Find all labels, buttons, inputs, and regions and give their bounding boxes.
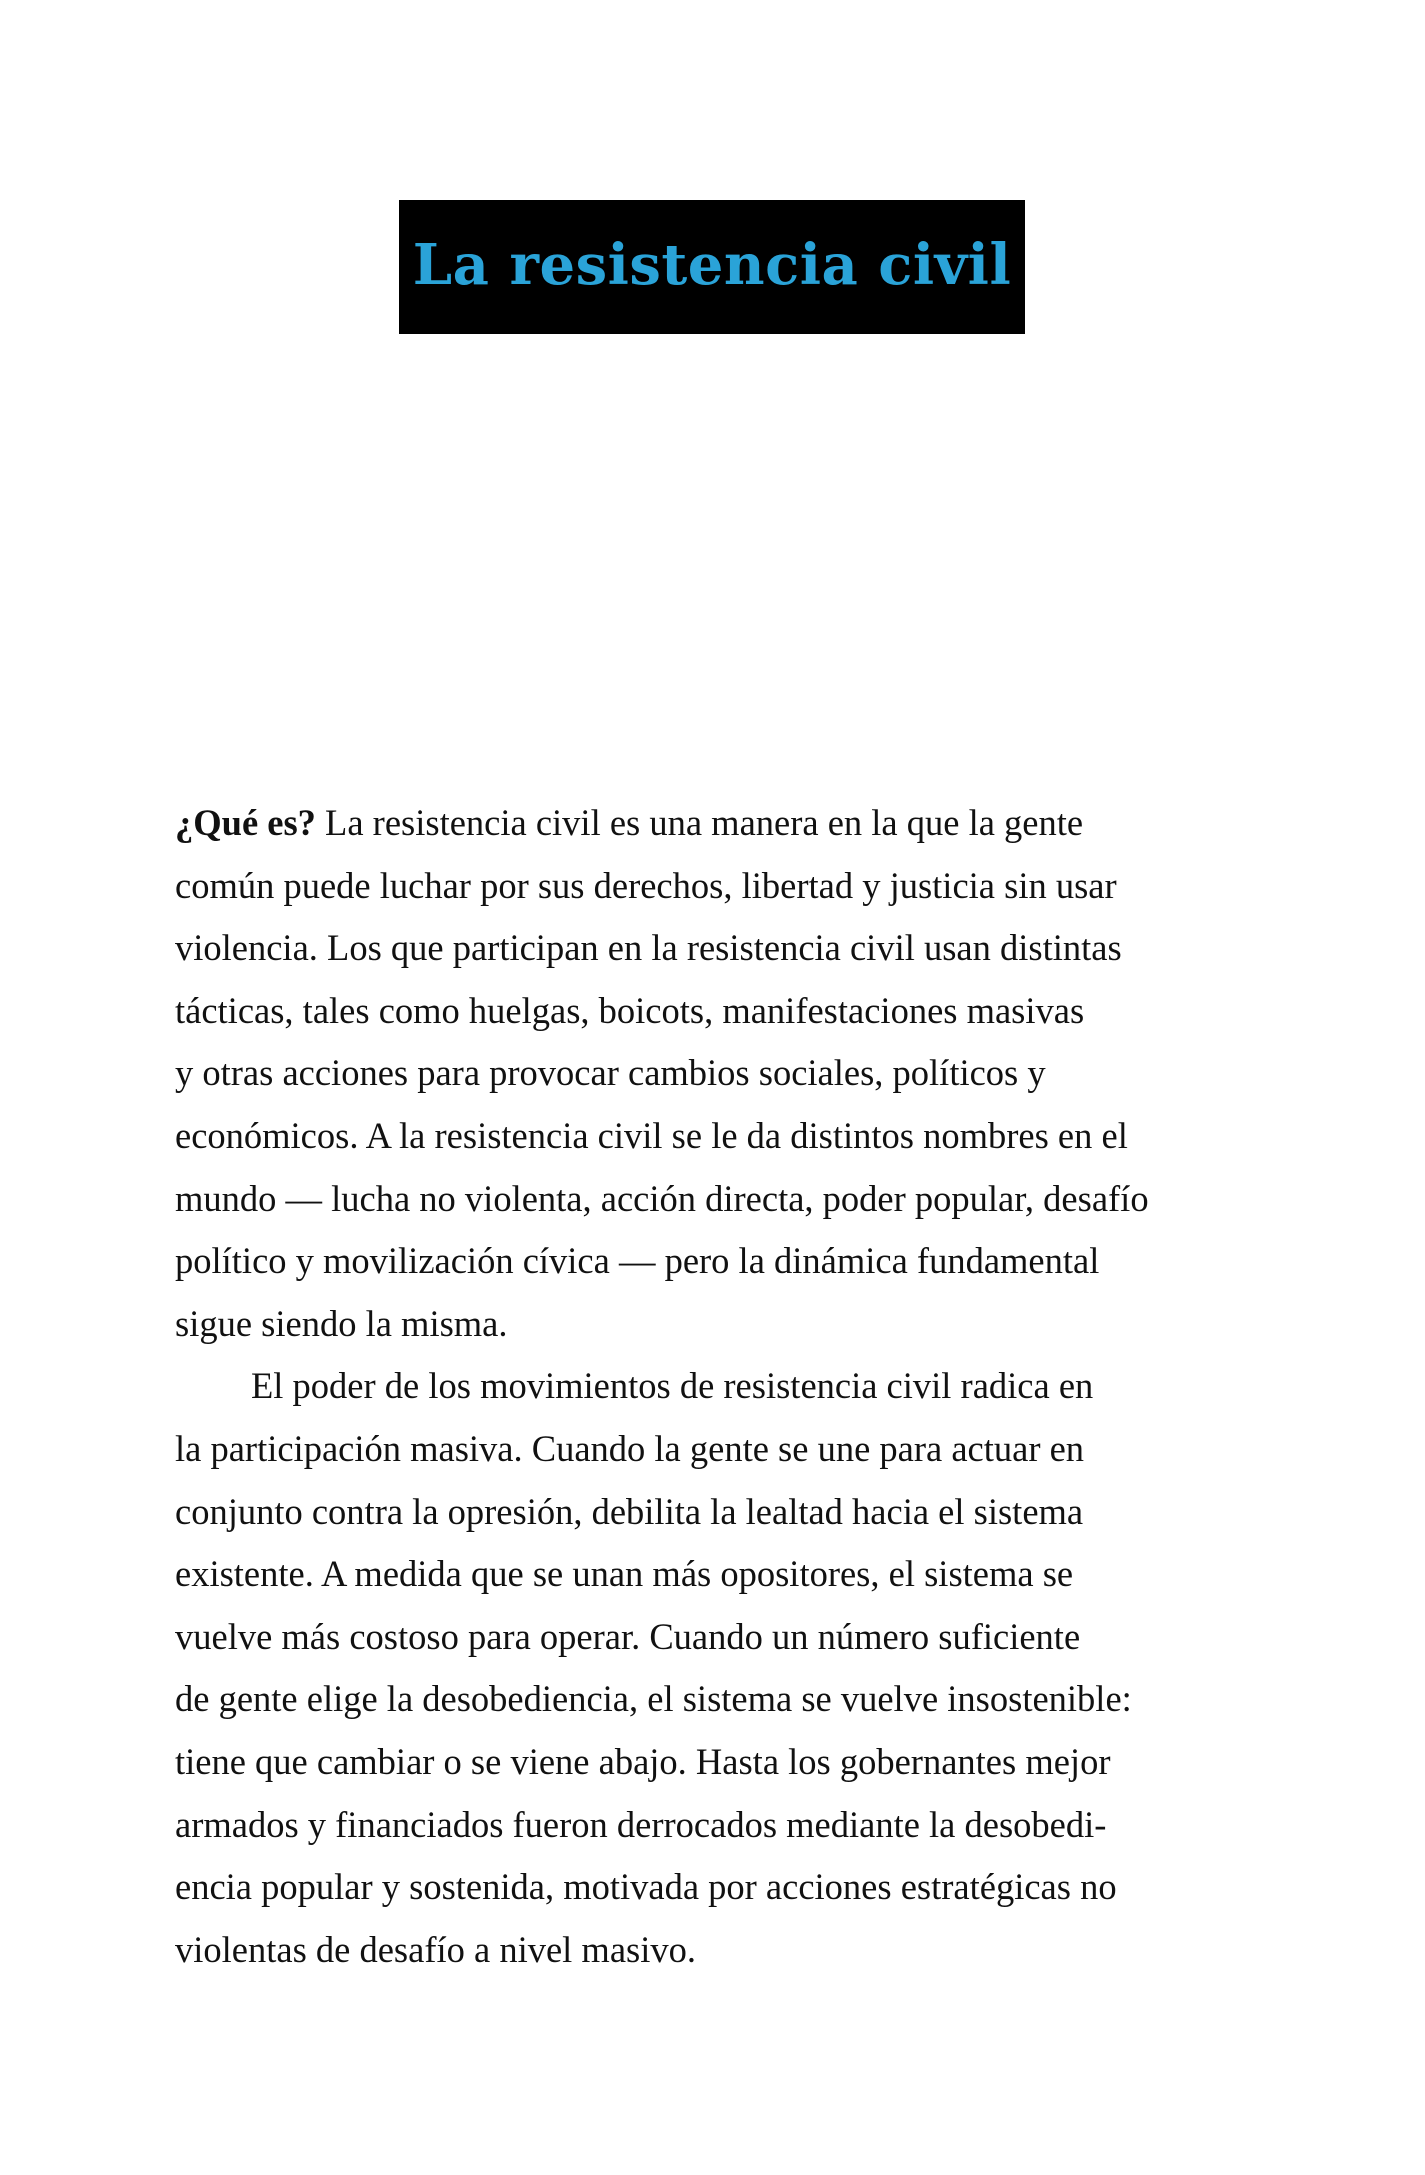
paragraph-1-line: violencia. Los que participan en la resistencia civil usan distintas bbox=[175, 927, 1122, 969]
line-text: La resistencia civil es una manera en la que la gente bbox=[315, 802, 1084, 843]
page-title: La resistencia civil bbox=[412, 232, 1012, 298]
paragraph-2-line: existente. A medida que se unan más opositores, el sistema se bbox=[175, 1553, 1074, 1595]
paragraph-1-line: tácticas, tales como huelgas, boicots, manifestaciones masivas bbox=[175, 989, 1085, 1031]
paragraph-1-line: económicos. A la resistencia civil se le da distintos nombres en el bbox=[175, 1114, 1128, 1156]
lead-question: ¿Qué es? bbox=[175, 802, 316, 843]
paragraph-1-line: mundo — lucha no violenta, acción directa, poder popular, desafío bbox=[175, 1177, 1149, 1219]
paragraph-1-line: común puede luchar por sus derechos, libertad y justicia sin usar bbox=[175, 864, 1117, 906]
paragraph-1-line bbox=[175, 792, 1265, 855]
paragraph-2-line: violentas de desafío a nivel masivo. bbox=[175, 1928, 696, 1970]
paragraph-2-line: encia popular y sostenida, motivada por acciones estratégicas no bbox=[175, 1866, 1117, 1908]
paragraph-1-line: y otras acciones para provocar cambios sociales, políticos y bbox=[175, 1052, 1046, 1094]
paragraph-2-line: de gente elige la desobediencia, el sistema se vuelve insostenible: bbox=[175, 1678, 1132, 1720]
body-text bbox=[175, 792, 1265, 1981]
paragraph-2-line: vuelve más costoso para operar. Cuando un número suficiente bbox=[175, 1615, 1081, 1657]
paragraph-2-line: El poder de los movimientos de resistencia civil radica en bbox=[251, 1365, 1094, 1407]
paragraph-2-line: tiene que cambiar o se viene abajo. Hasta los gobernantes mejor bbox=[175, 1740, 1111, 1782]
paragraph-2-line: la participación masiva. Cuando la gente se une para actuar en bbox=[175, 1427, 1085, 1469]
title-banner bbox=[399, 200, 1025, 334]
paragraph-1-line: político y movilización cívica — pero la dinámica fundamental bbox=[175, 1240, 1100, 1282]
paragraph-2-line: armados y financiados fueron derrocados mediante la desobedi- bbox=[175, 1803, 1107, 1845]
paragraph-1-line: sigue siendo la misma. bbox=[175, 1302, 508, 1344]
paragraph-2-line: conjunto contra la opresión, debilita la lealtad hacia el sistema bbox=[175, 1490, 1084, 1532]
